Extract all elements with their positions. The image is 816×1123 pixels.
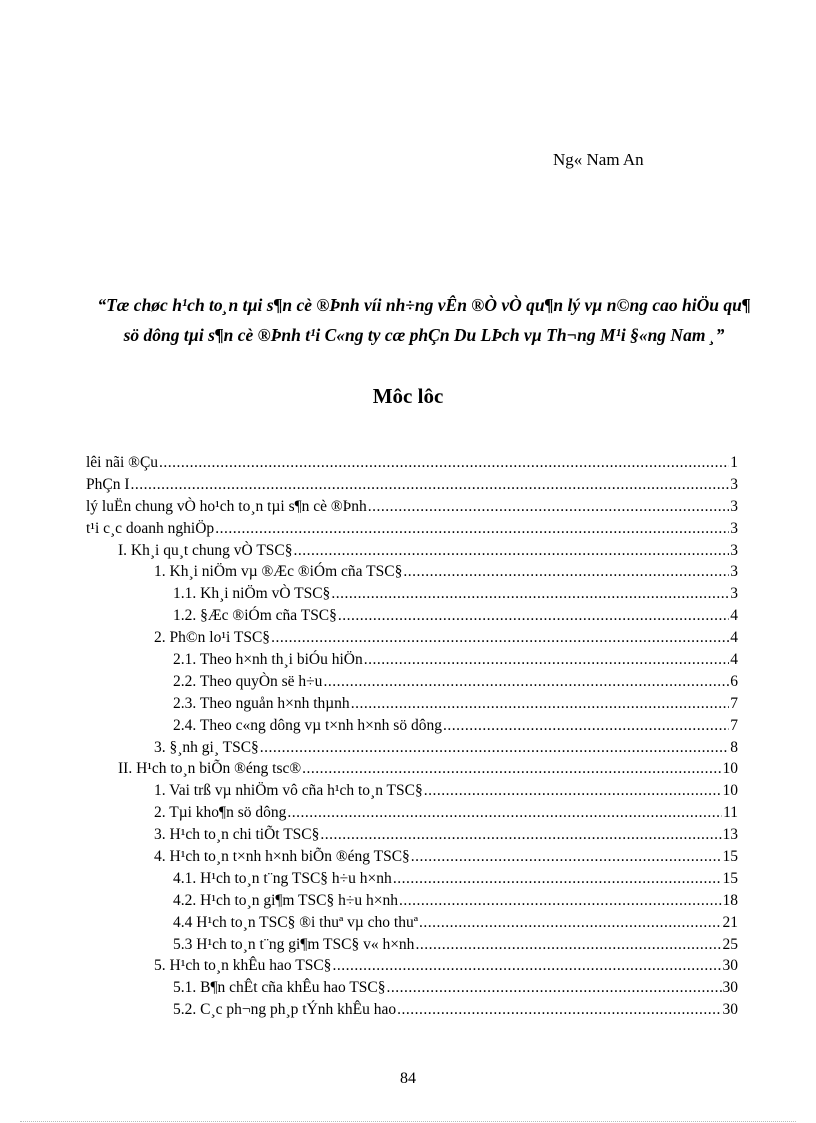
toc-leader-dots bbox=[393, 870, 722, 888]
toc-entry bbox=[86, 870, 738, 892]
toc-entry-page: 6 bbox=[730, 672, 738, 690]
toc-leader-dots bbox=[338, 607, 729, 625]
toc-entry-title: 2.2. Theo quyÒn së h÷u bbox=[173, 672, 323, 690]
table-of-contents bbox=[86, 454, 738, 1023]
toc-entry bbox=[86, 695, 738, 717]
toc-entry bbox=[86, 979, 738, 1001]
footer-divider bbox=[20, 1121, 796, 1122]
toc-leader-dots bbox=[368, 498, 729, 516]
toc-entry bbox=[86, 1001, 738, 1023]
toc-entry-page: 8 bbox=[730, 738, 738, 756]
toc-entry bbox=[86, 498, 738, 520]
toc-leader-dots bbox=[287, 804, 722, 822]
toc-leader-dots bbox=[271, 629, 729, 647]
toc-leader-dots bbox=[302, 760, 721, 778]
toc-entry-title: t¹i c¸c doanh nghiÖp bbox=[86, 519, 215, 537]
toc-leader-dots bbox=[260, 739, 729, 757]
toc-entry-title: 3. H¹ch to¸n chi tiÕt TSC§ bbox=[154, 826, 320, 844]
toc-entry-title: 4.2. H¹ch to¸n gi¶m TSC§ h÷u h×nh bbox=[173, 891, 398, 909]
toc-entry-title: 1. Kh¸i niÖm vµ ®Æc ®iÓm cña TSC§ bbox=[154, 563, 403, 581]
toc-entry-page: 13 bbox=[722, 826, 738, 844]
toc-entry-page: 3 bbox=[730, 497, 738, 515]
toc-entry-title: 1.2. §Æc ®iÓm cña TSC§ bbox=[173, 607, 337, 625]
toc-leader-dots bbox=[424, 782, 722, 800]
toc-leader-dots bbox=[320, 826, 721, 844]
toc-entry-title: 2.1. Theo h×nh th¸i biÓu hiÖn bbox=[173, 651, 363, 669]
toc-entry-page: 3 bbox=[730, 585, 738, 603]
toc-entry bbox=[86, 957, 738, 979]
toc-entry bbox=[86, 936, 738, 958]
toc-entry bbox=[86, 476, 738, 498]
toc-entry bbox=[86, 673, 738, 695]
toc-entry-page: 30 bbox=[722, 979, 738, 997]
toc-entry-title: lêi nãi ®Çu bbox=[86, 454, 159, 471]
toc-entry bbox=[86, 717, 738, 739]
toc-leader-dots bbox=[403, 563, 729, 581]
toc-entry bbox=[86, 760, 738, 782]
toc-entry bbox=[86, 892, 738, 914]
toc-entry-page: 3 bbox=[730, 475, 738, 493]
toc-leader-dots bbox=[415, 936, 721, 954]
page-number: 84 bbox=[400, 1070, 416, 1087]
toc-entry-page: 30 bbox=[722, 957, 738, 975]
toc-leader-dots bbox=[419, 914, 721, 932]
toc-entry-title: II. H¹ch to¸n biÕn ®éng tsc® bbox=[118, 760, 302, 778]
toc-entry-page: 4 bbox=[730, 629, 738, 647]
toc-entry bbox=[86, 454, 738, 476]
toc-entry-page: 11 bbox=[723, 804, 738, 822]
toc-entry-page: 10 bbox=[722, 782, 738, 800]
toc-entry-title: 3. §¸nh gi¸ TSC§ bbox=[154, 738, 259, 756]
toc-entry bbox=[86, 629, 738, 651]
toc-entry-title: 1. Vai trß vµ nhiÖm vô cña h¹ch to¸n TSC§ bbox=[154, 782, 423, 800]
toc-entry-page: 1 bbox=[730, 454, 738, 471]
toc-entry bbox=[86, 563, 738, 585]
toc-leader-dots bbox=[323, 673, 729, 691]
toc-entry-title: 4. H¹ch to¸n t×nh h×nh biÕn ®éng TSC§ bbox=[154, 848, 410, 866]
toc-entry-title: lý luËn chung vÒ ho¹ch to¸n tµi s¶n cè ®Þnh bbox=[86, 497, 367, 515]
toc-entry-title: 2.4. Theo c«ng dông vµ t×nh h×nh sö dông bbox=[173, 716, 442, 734]
toc-leader-dots bbox=[331, 585, 729, 603]
toc-entry bbox=[86, 651, 738, 673]
toc-entry-title: I. Kh¸i qu¸t chung vÒ TSC§ bbox=[118, 541, 293, 559]
toc-entry-page: 4 bbox=[730, 607, 738, 625]
toc-entry bbox=[86, 826, 738, 848]
toc-entry-page: 4 bbox=[730, 651, 738, 669]
toc-entry-title: 4.1. H¹ch to¸n t¨ng TSC§ h÷u h×nh bbox=[173, 869, 392, 887]
toc-entry bbox=[86, 585, 738, 607]
toc-leader-dots bbox=[215, 520, 729, 538]
toc-entry-title: 5.2. C¸c ph¬ng ph¸p tÝnh khÊu hao bbox=[173, 1001, 397, 1019]
toc-leader-dots bbox=[332, 957, 721, 975]
toc-entry bbox=[86, 520, 738, 542]
toc-entry-title: PhÇn I bbox=[86, 475, 130, 493]
toc-entry-page: 7 bbox=[730, 716, 738, 734]
toc-entry bbox=[86, 914, 738, 936]
toc-entry-page: 25 bbox=[722, 935, 738, 953]
toc-leader-dots bbox=[364, 651, 730, 669]
toc-entry-page: 15 bbox=[722, 869, 738, 887]
toc-entry-title: 2. Ph©n lo¹i TSC§ bbox=[154, 629, 271, 647]
toc-entry-title: 5.1. B¶n chÊt cña khÊu hao TSC§ bbox=[173, 979, 386, 997]
author-name: Ng« Nam An bbox=[553, 150, 644, 169]
toc-entry-title: 5. H¹ch to¸n khÊu hao TSC§ bbox=[154, 957, 332, 975]
toc-entry bbox=[86, 804, 738, 826]
toc-entry bbox=[86, 542, 738, 564]
toc-entry-page: 3 bbox=[730, 519, 738, 537]
toc-leader-dots bbox=[443, 717, 729, 735]
document-subject: “Tæ chøc h¹ch to¸n tµi s¶n cè ®Þnh víi nh÷ng vÊn ®Ò vÒ qu¶n lý vµ n©ng cao hiÖu qu¶ sö dông tµi s¶n cè ®Þnh t¹i C«ng ty cæ phÇn Du LÞch vµ Th¬ng M¹i §«ng Nam ¸” bbox=[97, 295, 751, 345]
toc-leader-dots bbox=[159, 454, 729, 472]
toc-entry-page: 10 bbox=[722, 760, 738, 778]
toc-entry-page: 15 bbox=[722, 848, 738, 866]
toc-leader-dots bbox=[131, 476, 730, 494]
toc-entry-page: 3 bbox=[730, 541, 738, 559]
toc-entry bbox=[86, 607, 738, 629]
toc-leader-dots bbox=[351, 695, 730, 713]
toc-entry-title: 1.1. Kh¸i niÖm vÒ TSC§ bbox=[173, 585, 331, 603]
toc-leader-dots bbox=[411, 848, 722, 866]
toc-leader-dots bbox=[397, 1001, 721, 1019]
toc-entry-page: 18 bbox=[722, 891, 738, 909]
toc-entry-page: 21 bbox=[722, 913, 738, 931]
toc-leader-dots bbox=[294, 542, 730, 560]
toc-entry-page: 7 bbox=[730, 694, 738, 712]
toc-entry-title: 5.3 H¹ch to¸n t¨ng gi¶m TSC§ v« h×nh bbox=[173, 935, 415, 953]
toc-leader-dots bbox=[387, 979, 722, 997]
toc-entry-title: 4.4 H¹ch to¸n TSC§ ®i thuª vµ cho thuª bbox=[173, 913, 419, 931]
toc-entry bbox=[86, 848, 738, 870]
toc-entry bbox=[86, 782, 738, 804]
toc-entry-page: 3 bbox=[730, 563, 738, 581]
toc-entry-title: 2. Tµi kho¶n sö dông bbox=[154, 804, 287, 822]
toc-heading: Môc lôc bbox=[372, 384, 444, 408]
toc-leader-dots bbox=[399, 892, 722, 910]
toc-entry bbox=[86, 739, 738, 761]
toc-entry-title: 2.3. Theo nguån h×nh thµnh bbox=[173, 694, 350, 712]
toc-entry-page: 30 bbox=[722, 1001, 738, 1019]
